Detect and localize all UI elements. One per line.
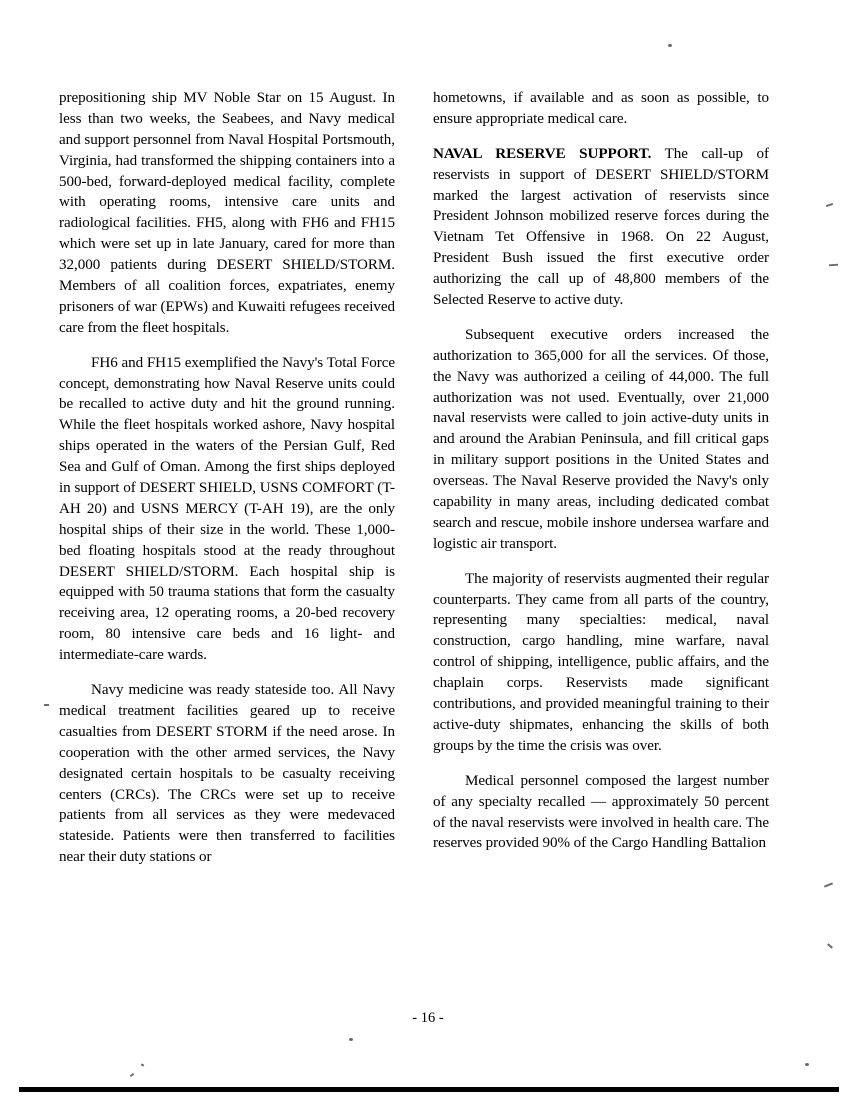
page-number: - 16 - bbox=[412, 1010, 444, 1026]
left-column bbox=[59, 88, 395, 868]
page-body bbox=[59, 88, 770, 868]
scan-artifact bbox=[805, 1063, 809, 1066]
paragraph: Subsequent executive orders increased the authorization to 365,000 for all the services. Of those, the Navy was authorized a ceiling of 44,000. The full authorization was not used. Eventually, over 21,000 naval reservists were called to join active-duty units in and around the Arabian Peninsula, and fill critical gaps in military support positions in the United States and overseas. The Naval Reserve provided the Navy's only capability in many areas, including dedicated combat search and rescue, mobile inshore undersea warfare and logistic air transport. bbox=[433, 326, 769, 552]
paragraph: Navy medicine was ready stateside too. All Navy medical treatment facilities geared up to receive casualties from DESERT STORM if the need arose. In cooperation with the other armed services, the Navy designated certain hospitals to be casualty receiving centers (CRCs). The CRCs were set up to receive patients from all services as they were medevaced stateside. Patients were then transferred to facilities near their duty stations or bbox=[59, 682, 395, 866]
scan-artifact bbox=[827, 943, 833, 948]
scan-artifact bbox=[668, 44, 672, 47]
bottom-rule bbox=[19, 1087, 839, 1092]
scan-artifact bbox=[44, 704, 49, 706]
scan-artifact bbox=[349, 1038, 353, 1041]
paragraph: hometowns, if available and as soon as possible, to ensure appropriate medical care. bbox=[433, 90, 769, 127]
section-heading: NAVAL RESERVE SUPPORT. bbox=[433, 145, 652, 162]
section-heading-paragraph bbox=[433, 144, 769, 311]
paragraph-text: The call-up of reservists in support of DESERT SHIELD/STORM marked the largest activation of reservists since President Johnson mobilized reserve forces during the Vietnam Tet Offensive in 1968. On 22 August, President Bush issued the first executive order authorizing the call up of 48,800 members of the Selected Reserve to active duty. bbox=[433, 145, 769, 309]
paragraph: FH6 and FH15 exemplified the Navy's Total Force concept, demonstrating how Naval Reserve units could be recalled to active duty and hit the ground running. While the fleet hospitals worked ashore, Navy hospital ships operated in the waters of the Persian Gulf, Red Sea and Gulf of Oman. Among the first ships deployed in support of DESERT SHIELD, USNS COMFORT (T-AH 20) and USNS MERCY (T-AH 19), are the only hospital ships of their size in the world. These 1,000-bed floating hospitals stood at the ready throughout DESERT SHIELD/STORM. Each hospital ship is equipped with 50 trauma stations that form the casualty receiving area, 12 operating rooms, a 20-bed recovery room, 80 intensive care beds and 16 light- and intermediate-care wards. bbox=[59, 354, 395, 664]
two-column-layout bbox=[59, 88, 770, 868]
scan-artifact bbox=[824, 882, 833, 887]
paragraph: The majority of reservists augmented their regular counterparts. They came from all parts of the country, representing many specialties: medical, naval construction, cargo handling, mine warfare, naval control of shipping, intelligence, public affairs, and the chaplain corps. Reservists made significant contributions, and provided meaningful training to their active-duty shipmates, enhancing the skills of both groups by the time the crisis was over. bbox=[433, 570, 769, 754]
scan-artifact bbox=[130, 1073, 134, 1077]
scan-artifact bbox=[826, 203, 833, 207]
right-column bbox=[433, 88, 769, 854]
paragraph: Medical personnel composed the largest number of any specialty recalled — approximately 50 percent of the naval reservists were involved in health care. The reserves provided 90% of the Cargo Handling Battalion bbox=[433, 772, 769, 852]
scan-artifact bbox=[141, 1063, 145, 1066]
scan-artifact bbox=[829, 264, 838, 267]
paragraph: prepositioning ship MV Noble Star on 15 August. In less than two weeks, the Seabees, and Navy medical and support personnel from Naval Hospital Portsmouth, Virginia, had transformed the shipping containers into a 500-bed, forward-deployed medical facility, complete with operating rooms, intensive care units and radiological facilities. FH5, along with FH6 and FH15 which were set up in late January, cared for more than 32,000 patients during DESERT SHIELD/STORM. Members of all coalition forces, expatriates, enemy prisoners of war (EPWs) and Kuwaiti refugees received care from the fleet hospitals. bbox=[59, 90, 395, 336]
